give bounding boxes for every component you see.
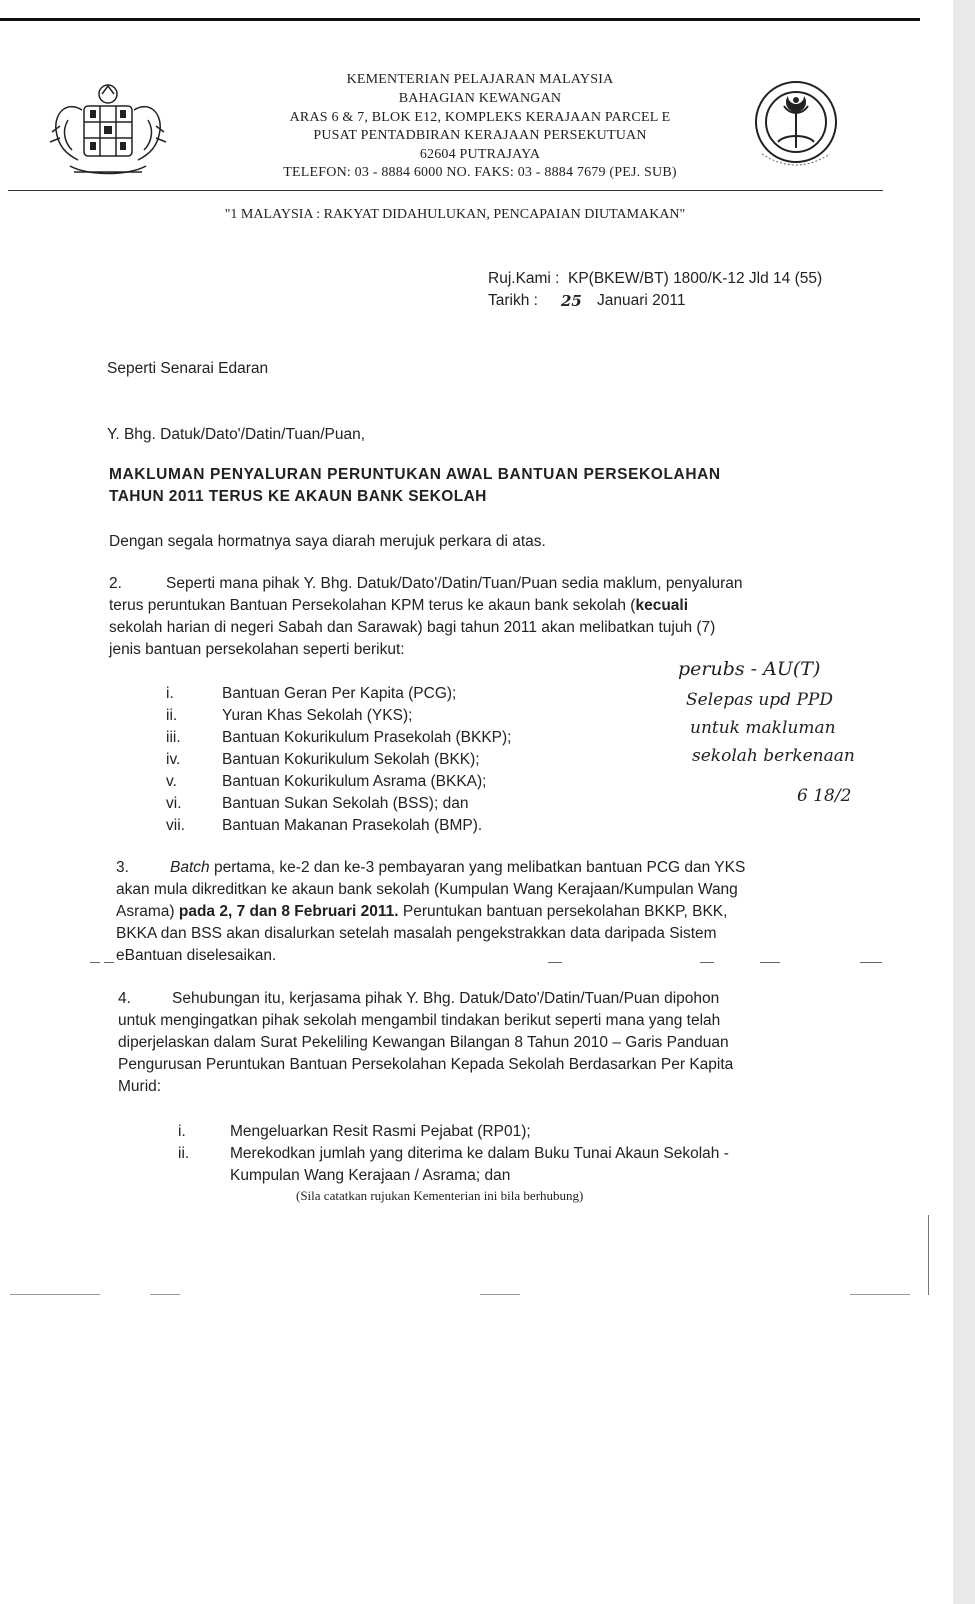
list1-num: ii.	[166, 707, 178, 724]
para3-batch-word: Batch	[170, 859, 210, 876]
list1-item: Yuran Khas Sekolah (YKS);	[222, 707, 413, 724]
scan-mark	[850, 1294, 910, 1295]
scan-mark	[700, 962, 714, 963]
para2-line-3: sekolah harian di negeri Sabah dan Sarawak) bagi tahun 2011 akan melibatkan tujuh (7)	[109, 619, 716, 636]
list2-num: i.	[178, 1123, 186, 1140]
scan-mark	[548, 962, 562, 963]
subject-line-1: MAKLUMAN PENYALURAN PERUNTUKAN AWAL BANTUAN PERSEKOLAHAN	[109, 466, 721, 483]
para2-emphasis: kecuali	[635, 597, 689, 614]
para3-line-3	[116, 903, 727, 921]
para4-line-1: Sehubungan itu, kerjasama pihak Y. Bhg. Datuk/Dato'/Datin/Tuan/Puan dipohon	[172, 990, 720, 1007]
handwritten-note-line-3: untuk makluman	[690, 718, 836, 738]
list1-item: Bantuan Kokurikulum Asrama (BKKA);	[222, 773, 487, 790]
scan-mark	[104, 962, 114, 963]
para3-line-1	[170, 859, 745, 877]
list2-item: Merekodkan jumlah yang diterima ke dalam Buku Tunai Akaun Sekolah -	[230, 1145, 729, 1162]
list1-num: iv.	[166, 751, 181, 768]
para3-line-1-text: pertama, ke-2 dan ke-3 pembayaran yang melibatkan bantuan PCG dan YKS	[209, 859, 746, 876]
para3-line-3-a: Asrama)	[116, 903, 179, 920]
para4-line-3: diperjelaskan dalam Surat Pekeliling Kewangan Bilangan 8 Tahun 2010 – Garis Panduan	[118, 1034, 729, 1051]
list1-num: vi.	[166, 795, 182, 812]
para2-number: 2.	[109, 575, 122, 592]
handwritten-note-line-2: Selepas upd PPD	[686, 690, 833, 710]
scan-mark	[480, 1294, 520, 1295]
header-address-2: PUSAT PENTADBIRAN KERAJAAN PERSEKUTUAN	[313, 128, 647, 143]
para2-line-4: jenis bantuan persekolahan seperti berikut:	[109, 641, 405, 658]
date-label: Tarikh :	[488, 292, 538, 309]
list1-num: i.	[166, 685, 174, 702]
scan-mark	[150, 1294, 180, 1295]
salutation: Y. Bhg. Datuk/Dato'/Datin/Tuan/Puan,	[107, 426, 366, 443]
para4-line-4: Pengurusan Peruntukan Bantuan Persekolahan Kepada Sekolah Berdasarkan Per Kapita	[118, 1056, 734, 1073]
list1-item: Bantuan Sukan Sekolah (BSS); dan	[222, 795, 469, 812]
para3-line-5: eBantuan diselesaikan.	[116, 947, 277, 964]
para3-dates: pada 2, 7 dan 8 Februari 2011.	[178, 903, 399, 920]
footer-note: (Sila catatkan rujukan Kementerian ini bila berhubung)	[296, 1188, 584, 1203]
scan-mark	[90, 962, 100, 963]
scan-mark	[10, 1294, 100, 1295]
para3-line-2: akan mula dikreditkan ke akaun bank sekolah (Kumpulan Wang Kerajaan/Kumpulan Wang	[116, 881, 738, 898]
date-day-handwritten: 25	[561, 292, 582, 310]
page-margin	[953, 0, 975, 1604]
handwritten-note-line-4: sekolah berkenaan	[692, 746, 855, 766]
scan-mark	[860, 962, 882, 963]
recipient: Seperti Senarai Edaran	[107, 360, 269, 377]
list1-num: v.	[166, 773, 177, 790]
para4-line-2: untuk mengingatkan pihak sekolah mengambil tindakan berikut seperti mana yang telah	[118, 1012, 721, 1029]
subject-line-2: TAHUN 2011 TERUS KE AKAUN BANK SEKOLAH	[109, 488, 487, 505]
para3-number: 3.	[116, 859, 129, 876]
header-division: BAHAGIAN KEWANGAN	[398, 91, 562, 106]
list1-num: iii.	[166, 729, 181, 746]
para3-line-4: BKKA dan BSS akan disalurkan setelah masalah pengekstrakkan data daripada Sistem	[116, 925, 717, 942]
coat-of-arms-logo	[44, 80, 172, 180]
list1-item: Bantuan Kokurikulum Sekolah (BKK);	[222, 751, 480, 768]
list1-item: Bantuan Makanan Prasekolah (BMP).	[222, 817, 483, 834]
ministry-emblem-logo	[748, 76, 844, 176]
list2-item: Mengeluarkan Resit Rasmi Pejabat (RP01);	[230, 1123, 531, 1140]
ref-label: Ruj.Kami :	[488, 270, 560, 287]
para2-line-1: Seperti mana pihak Y. Bhg. Datuk/Dato'/Datin/Tuan/Puan sedia maklum, penyaluran	[166, 575, 743, 592]
scan-mark	[760, 962, 780, 963]
handwritten-note-line-5: 6 18/2	[797, 786, 852, 806]
list1-item: Bantuan Geran Per Kapita (PCG);	[222, 685, 457, 702]
paragraph-1: Dengan segala hormatnya saya diarah merujuk perkara di atas.	[109, 533, 546, 550]
para4-line-5: Murid:	[118, 1078, 162, 1095]
header-postcode: 62604 PUTRAJAYA	[419, 147, 541, 162]
motto: "1 MALAYSIA : RAKYAT DIDAHULUKAN, PENCAPAIAN DIUTAMAKAN"	[224, 207, 686, 222]
header-address-1: ARAS 6 & 7, BLOK E12, KOMPLEKS KERAJAAN PARCEL E	[289, 110, 671, 125]
para3-line-3-c: Peruntukan bantuan persekolahan BKKP, BKK,	[398, 903, 728, 920]
handwritten-note-line-1: perubs - AU(T)	[678, 658, 821, 680]
top-border	[0, 18, 920, 21]
list1-num: vii.	[166, 817, 185, 834]
list2-item-continued: Kumpulan Wang Kerajaan / Asrama; dan	[230, 1167, 511, 1184]
scan-edge-mark	[928, 1215, 929, 1295]
header-divider	[8, 190, 883, 191]
para4-number: 4.	[118, 990, 131, 1007]
para2-line-2-text: terus peruntukan Bantuan Persekolahan KPM terus ke akaun bank sekolah (	[109, 597, 636, 614]
ref-number: KP(BKEW/BT) 1800/K-12 Jld 14 (55)	[568, 270, 823, 287]
header-contact: TELEFON: 03 - 8884 6000 NO. FAKS: 03 - 8884 7679 (PEJ. SUB)	[283, 165, 677, 180]
date-value: Januari 2011	[597, 292, 686, 309]
para2-line-2	[109, 597, 688, 615]
list2-num: ii.	[178, 1145, 190, 1162]
list1-item: Bantuan Kokurikulum Prasekolah (BKKP);	[222, 729, 512, 746]
header-ministry: KEMENTERIAN PELAJARAN MALAYSIA	[346, 72, 614, 87]
